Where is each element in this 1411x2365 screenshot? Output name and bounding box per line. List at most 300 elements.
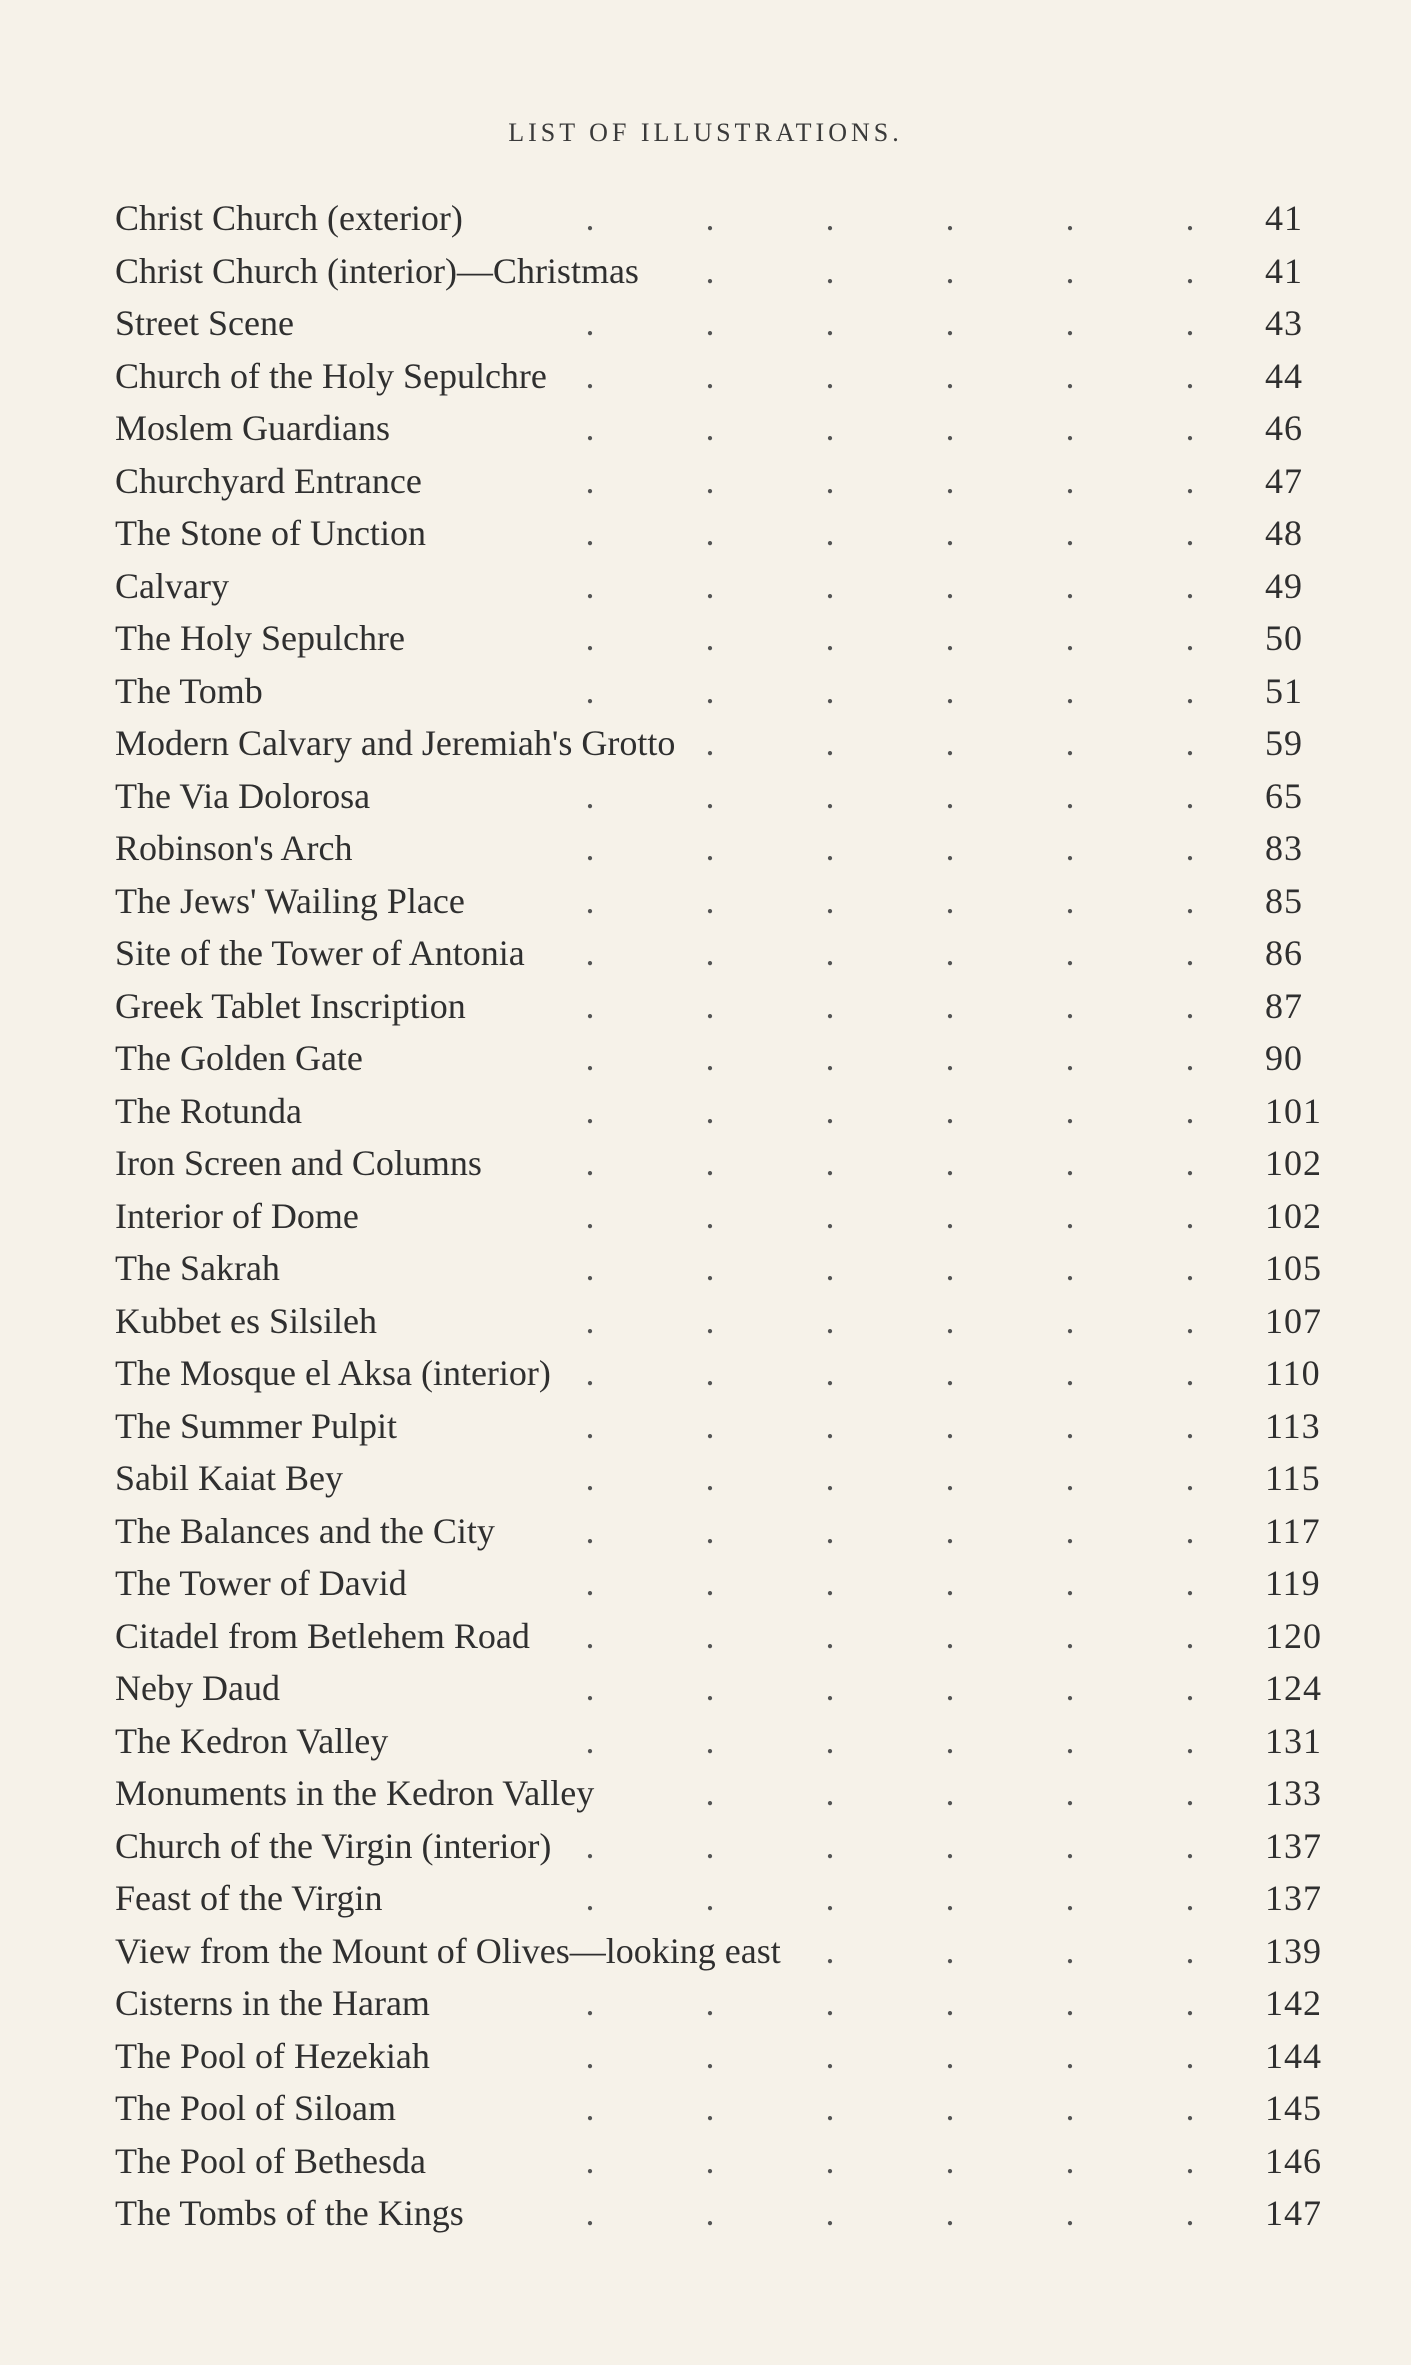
entry-page-number: 87 — [1265, 985, 1303, 1026]
leader-dot: . — [1065, 1878, 1075, 1918]
leader-dot: . — [825, 933, 835, 973]
dot-leaders — [115, 1977, 1235, 2030]
leader-dot: . — [945, 460, 955, 501]
leader-dot: . — [945, 828, 955, 868]
leader-dot: . — [945, 355, 955, 396]
entry-title: The Rotunda — [115, 1090, 302, 1131]
leader-dot: . — [1185, 1300, 1195, 1341]
leader-dot: . — [1185, 2035, 1195, 2076]
entry-title: The Tomb — [115, 670, 263, 711]
entry-page-number: 119 — [1265, 1563, 1321, 1603]
leader-dot: . — [1185, 1143, 1195, 1183]
leader-dot: . — [825, 1143, 835, 1183]
entry-page-number: 41 — [1265, 198, 1303, 238]
leader-dot: . — [1065, 1615, 1075, 1656]
leader-dot: . — [1185, 828, 1195, 868]
dot-leaders — [115, 1610, 1235, 1663]
entry-page-number: 41 — [1265, 250, 1303, 291]
entry-page-number: 102 — [1265, 1143, 1322, 1183]
leader-dot: . — [705, 1668, 715, 1708]
entry-page-number: 144 — [1265, 2035, 1322, 2076]
leader-dot: . — [585, 1353, 595, 1393]
entry-title: The Tower of David — [115, 1563, 407, 1603]
entry-title: The Pool of Bethesda — [115, 2140, 426, 2181]
leader-dot: . — [1185, 2088, 1195, 2128]
leader-dot: . — [1065, 1720, 1075, 1761]
leader-dot: . — [585, 1615, 595, 1656]
dot-leaders — [115, 1452, 1235, 1505]
entry-title: The Pool of Hezekiah — [115, 2035, 430, 2076]
leader-dot: . — [825, 1668, 835, 1708]
leader-dot: . — [825, 1878, 835, 1918]
entry-page-number: 131 — [1265, 1720, 1322, 1761]
entry-title: The Summer Pulpit — [115, 1405, 397, 1446]
leader-dot: . — [585, 670, 595, 711]
list-item — [115, 1085, 1322, 1138]
entry-page-number: 113 — [1265, 1405, 1321, 1446]
entry-page-number: 90 — [1265, 1038, 1303, 1078]
leader-dot: . — [705, 1510, 715, 1551]
leader-dot: . — [705, 985, 715, 1026]
entry-page-number: 59 — [1265, 723, 1303, 763]
leader-dot: . — [945, 1405, 955, 1446]
leader-dot: . — [1065, 1825, 1075, 1866]
leader-dot: . — [705, 828, 715, 868]
entry-title: Moslem Guardians — [115, 408, 390, 448]
leader-dot: . — [705, 1090, 715, 1131]
leader-dot: . — [825, 1353, 835, 1393]
leader-dot: . — [1065, 2088, 1075, 2128]
dot-leaders — [115, 927, 1235, 980]
leader-dot: . — [705, 1143, 715, 1183]
entry-title: Modern Calvary and Jeremiah's Grotto — [115, 723, 676, 763]
leader-dot: . — [1185, 1195, 1195, 1236]
entry-page-number: 139 — [1265, 1930, 1322, 1971]
leader-dot: . — [585, 1195, 595, 1236]
entry-title: Interior of Dome — [115, 1195, 359, 1236]
entry-page-number: 147 — [1265, 2193, 1322, 2233]
dot-leaders — [115, 245, 1235, 298]
list-item — [115, 560, 1303, 613]
leader-dot: . — [825, 723, 835, 763]
leader-dot: . — [945, 1615, 955, 1656]
leader-dot: . — [705, 723, 715, 763]
leader-dot: . — [705, 198, 715, 238]
leader-dot: . — [945, 1300, 955, 1341]
dot-leaders — [115, 1557, 1235, 1610]
leader-dot: . — [585, 198, 595, 238]
leader-dot: . — [1065, 2140, 1075, 2181]
leader-dot: . — [1185, 880, 1195, 921]
leader-dot: . — [945, 1090, 955, 1131]
leader-dot: . — [705, 1983, 715, 2023]
dot-leaders — [115, 297, 1235, 350]
entry-title: Cisterns in the Haram — [115, 1983, 430, 2023]
leader-dot: . — [705, 355, 715, 396]
list-item — [115, 1610, 1322, 1663]
entry-page-number: 65 — [1265, 775, 1303, 816]
entry-page-number: 50 — [1265, 618, 1303, 658]
leader-dot: . — [585, 1405, 595, 1446]
leader-dot: . — [1185, 1930, 1195, 1971]
leader-dot: . — [945, 1878, 955, 1918]
leader-dot: . — [585, 2140, 595, 2181]
list-item — [115, 1872, 1322, 1925]
entry-page-number: 86 — [1265, 933, 1303, 973]
leader-dot: . — [825, 1930, 835, 1971]
entry-title: Churchyard Entrance — [115, 460, 422, 501]
entry-title: Kubbet es Silsileh — [115, 1300, 377, 1341]
leader-dot: . — [1185, 1825, 1195, 1866]
entry-page-number: 51 — [1265, 670, 1303, 711]
leader-dot: . — [585, 565, 595, 606]
list-item — [115, 1452, 1321, 1505]
entry-page-number: 49 — [1265, 565, 1303, 606]
leader-dot: . — [1065, 1773, 1075, 1813]
leader-dot: . — [585, 1300, 595, 1341]
leader-dot: . — [1065, 880, 1075, 921]
leader-dot: . — [1185, 1458, 1195, 1498]
leader-dot: . — [585, 1720, 595, 1761]
leader-dot: . — [705, 1248, 715, 1288]
leader-dot: . — [585, 1983, 595, 2023]
leader-dot: . — [705, 1458, 715, 1498]
dot-leaders — [115, 1347, 1235, 1400]
leader-dot: . — [945, 1983, 955, 2023]
leader-dot: . — [825, 1510, 835, 1551]
entry-title: Calvary — [115, 565, 229, 606]
entry-title: Site of the Tower of Antonia — [115, 933, 525, 973]
leader-dot: . — [945, 513, 955, 553]
leader-dot: . — [825, 1458, 835, 1498]
leader-dot: . — [585, 1510, 595, 1551]
list-item — [115, 350, 1303, 403]
entry-page-number: 120 — [1265, 1615, 1322, 1656]
leader-dot: . — [825, 565, 835, 606]
dot-leaders — [115, 1400, 1235, 1453]
list-item — [115, 1295, 1322, 1348]
list-item — [115, 875, 1303, 928]
list-item — [115, 1557, 1321, 1610]
list-item — [115, 980, 1303, 1033]
leader-dot: . — [945, 1353, 955, 1393]
leader-dot: . — [1185, 460, 1195, 501]
dot-leaders — [115, 1085, 1235, 1138]
leader-dot: . — [585, 513, 595, 553]
leader-dot: . — [1065, 1353, 1075, 1393]
leader-dot: . — [825, 985, 835, 1026]
list-item — [115, 2187, 1322, 2240]
leader-dot: . — [1185, 1983, 1195, 2023]
list-item — [115, 1925, 1322, 1978]
leader-dot: . — [585, 2088, 595, 2128]
leader-dot: . — [1185, 303, 1195, 343]
leader-dot: . — [1185, 775, 1195, 816]
dot-leaders — [115, 1190, 1235, 1243]
entry-title: The Balances and the City — [115, 1510, 495, 1551]
leader-dot: . — [705, 1878, 715, 1918]
dot-leaders — [115, 770, 1235, 823]
leader-dot: . — [705, 1773, 715, 1813]
leader-dot: . — [585, 1248, 595, 1288]
dot-leaders — [115, 1505, 1235, 1558]
dot-leaders — [115, 192, 1235, 245]
leader-dot: . — [585, 408, 595, 448]
dot-leaders — [115, 1137, 1235, 1190]
leader-dot: . — [825, 408, 835, 448]
leader-dot: . — [705, 513, 715, 553]
leader-dot: . — [825, 2088, 835, 2128]
entry-page-number: 137 — [1265, 1878, 1322, 1918]
leader-dot: . — [945, 2088, 955, 2128]
leader-dot: . — [825, 198, 835, 238]
leader-dot: . — [585, 1038, 595, 1078]
leader-dot: . — [705, 1195, 715, 1236]
leader-dot: . — [1065, 1090, 1075, 1131]
list-item — [115, 927, 1303, 980]
leader-dot: . — [1185, 618, 1195, 658]
list-item — [115, 1137, 1322, 1190]
leader-dot: . — [945, 303, 955, 343]
entry-page-number: 142 — [1265, 1983, 1322, 2023]
leader-dot: . — [585, 2193, 595, 2233]
leader-dot: . — [825, 1563, 835, 1603]
leader-dot: . — [585, 2035, 595, 2076]
entry-title: The Jews' Wailing Place — [115, 880, 465, 921]
entry-title: The Golden Gate — [115, 1038, 363, 1078]
entry-title: The Pool of Siloam — [115, 2088, 396, 2128]
entry-page-number: 101 — [1265, 1090, 1322, 1131]
leader-dot: . — [585, 618, 595, 658]
entry-page-number: 48 — [1265, 513, 1303, 553]
leader-dot: . — [825, 1825, 835, 1866]
entry-title: Robinson's Arch — [115, 828, 353, 868]
leader-dot: . — [1065, 460, 1075, 501]
dot-leaders — [115, 1032, 1235, 1085]
entry-title: The Via Dolorosa — [115, 775, 371, 816]
dot-leaders — [115, 1925, 1235, 1978]
leader-dot: . — [1185, 1510, 1195, 1551]
leader-dot: . — [1185, 985, 1195, 1026]
dot-leaders — [115, 2030, 1235, 2083]
leader-dot: . — [1185, 1668, 1195, 1708]
entry-title: The Mosque el Aksa (interior) — [115, 1353, 551, 1393]
leader-dot: . — [585, 985, 595, 1026]
leader-dot: . — [1065, 1983, 1075, 2023]
leader-dot: . — [1185, 513, 1195, 553]
leader-dot: . — [825, 1720, 835, 1761]
entry-title: The Sakrah — [115, 1248, 280, 1288]
entry-title: The Stone of Unction — [115, 513, 426, 553]
leader-dot: . — [1065, 985, 1075, 1026]
leader-dot: . — [585, 460, 595, 501]
entry-title: Iron Screen and Columns — [115, 1143, 482, 1183]
leader-dot: . — [585, 1878, 595, 1918]
list-item — [115, 1347, 1321, 1400]
leader-dot: . — [945, 1458, 955, 1498]
leader-dot: . — [585, 1090, 595, 1131]
leader-dot: . — [1065, 1248, 1075, 1288]
leader-dot: . — [585, 880, 595, 921]
dot-leaders — [115, 1662, 1235, 1715]
leader-dot: . — [585, 933, 595, 973]
leader-dot: . — [825, 2193, 835, 2233]
entry-title: Citadel from Betlehem Road — [115, 1615, 530, 1656]
leader-dot: . — [1065, 1458, 1075, 1498]
leader-dot: . — [945, 670, 955, 711]
illustrations-list — [115, 192, 1322, 2240]
entry-page-number: 146 — [1265, 2140, 1322, 2181]
leader-dot: . — [705, 1720, 715, 1761]
leader-dot: . — [1065, 1563, 1075, 1603]
leader-dot: . — [1185, 1090, 1195, 1131]
leader-dot: . — [1185, 198, 1195, 238]
leader-dot: . — [585, 1668, 595, 1708]
entry-title: The Kedron Valley — [115, 1720, 389, 1761]
leader-dot: . — [705, 1563, 715, 1603]
list-item — [115, 1767, 1322, 1820]
leader-dot: . — [945, 1773, 955, 1813]
leader-dot: . — [1185, 1878, 1195, 1918]
list-item — [115, 2082, 1322, 2135]
leader-dot: . — [585, 1458, 595, 1498]
leader-dot: . — [585, 828, 595, 868]
leader-dot: . — [945, 1143, 955, 1183]
entry-page-number: 107 — [1265, 1300, 1322, 1341]
leader-dot: . — [705, 1615, 715, 1656]
entry-title: View from the Mount of Olives—looking east — [115, 1930, 781, 1971]
list-item — [115, 1820, 1322, 1873]
leader-dot: . — [1065, 670, 1075, 711]
leader-dot: . — [1065, 775, 1075, 816]
leader-dot: . — [585, 355, 595, 396]
leader-dot: . — [1065, 198, 1075, 238]
list-item — [115, 245, 1303, 298]
entry-page-number: 137 — [1265, 1825, 1322, 1866]
dot-leaders — [115, 1242, 1235, 1295]
list-item — [115, 770, 1303, 823]
leader-dot: . — [705, 460, 715, 501]
dot-leaders — [115, 875, 1235, 928]
leader-dot: . — [705, 2035, 715, 2076]
leader-dot: . — [705, 565, 715, 606]
entry-page-number: 117 — [1265, 1510, 1321, 1551]
dot-leaders — [115, 1820, 1235, 1873]
list-item — [115, 507, 1303, 560]
leader-dot: . — [1185, 1405, 1195, 1446]
leader-dot: . — [1185, 670, 1195, 711]
leader-dot: . — [1065, 723, 1075, 763]
leader-dot: . — [945, 1038, 955, 1078]
list-item — [115, 612, 1303, 665]
leader-dot: . — [705, 880, 715, 921]
leader-dot: . — [1065, 2193, 1075, 2233]
dot-leaders — [115, 350, 1235, 403]
leader-dot: . — [1065, 828, 1075, 868]
dot-leaders — [115, 2187, 1235, 2240]
leader-dot: . — [1185, 250, 1195, 291]
leader-dot: . — [825, 1983, 835, 2023]
leader-dot: . — [945, 2193, 955, 2233]
entry-page-number: 43 — [1265, 303, 1303, 343]
list-item — [115, 1715, 1322, 1768]
leader-dot: . — [945, 1248, 955, 1288]
entry-page-number: 44 — [1265, 355, 1303, 396]
entry-page-number: 47 — [1265, 460, 1303, 501]
leader-dot: . — [585, 1563, 595, 1603]
dot-leaders — [115, 455, 1235, 508]
entry-title: The Tombs of the Kings — [115, 2193, 464, 2233]
entry-title: Church of the Holy Sepulchre — [115, 355, 547, 396]
dot-leaders — [115, 717, 1235, 770]
leader-dot: . — [705, 1038, 715, 1078]
leader-dot: . — [945, 775, 955, 816]
leader-dot: . — [1065, 408, 1075, 448]
leader-dot: . — [945, 198, 955, 238]
leader-dot: . — [1065, 513, 1075, 553]
leader-dot: . — [1185, 2140, 1195, 2181]
leader-dot: . — [1185, 408, 1195, 448]
entry-page-number: 115 — [1265, 1458, 1321, 1498]
dot-leaders — [115, 1295, 1235, 1348]
list-item — [115, 717, 1303, 770]
list-item — [115, 1662, 1322, 1715]
leader-dot: . — [1185, 1615, 1195, 1656]
leader-dot: . — [1185, 1720, 1195, 1761]
leader-dot: . — [1065, 1510, 1075, 1551]
leader-dot: . — [705, 933, 715, 973]
dot-leaders — [115, 2135, 1235, 2188]
leader-dot: . — [945, 985, 955, 1026]
leader-dot: . — [945, 1563, 955, 1603]
leader-dot: . — [825, 1773, 835, 1813]
leader-dot: . — [1065, 1143, 1075, 1183]
leader-dot: . — [705, 2193, 715, 2233]
entry-title: Greek Tablet Inscription — [115, 985, 466, 1026]
leader-dot: . — [945, 2035, 955, 2076]
leader-dot: . — [825, 828, 835, 868]
leader-dot: . — [1185, 933, 1195, 973]
list-item — [115, 1400, 1321, 1453]
leader-dot: . — [705, 775, 715, 816]
dot-leaders — [115, 560, 1235, 613]
leader-dot: . — [945, 2140, 955, 2181]
dot-leaders — [115, 612, 1235, 665]
entry-page-number: 133 — [1265, 1773, 1322, 1813]
leader-dot: . — [945, 723, 955, 763]
dot-leaders — [115, 507, 1235, 560]
entry-title: Feast of the Virgin — [115, 1878, 383, 1918]
leader-dot: . — [1065, 1038, 1075, 1078]
entry-page-number: 85 — [1265, 880, 1303, 921]
leader-dot: . — [825, 775, 835, 816]
leader-dot: . — [825, 1195, 835, 1236]
leader-dot: . — [1185, 355, 1195, 396]
leader-dot: . — [945, 565, 955, 606]
leader-dot: . — [825, 2035, 835, 2076]
dot-leaders — [115, 1872, 1235, 1925]
leader-dot: . — [1065, 1300, 1075, 1341]
leader-dot: . — [945, 1825, 955, 1866]
entry-title: Street Scene — [115, 303, 294, 343]
leader-dot: . — [945, 1510, 955, 1551]
leader-dot: . — [945, 933, 955, 973]
running-head: LIST OF ILLUSTRATIONS. — [508, 118, 903, 147]
leader-dot: . — [825, 880, 835, 921]
list-item — [115, 1505, 1321, 1558]
entry-title: Church of the Virgin (interior) — [115, 1825, 552, 1866]
leader-dot: . — [945, 880, 955, 921]
